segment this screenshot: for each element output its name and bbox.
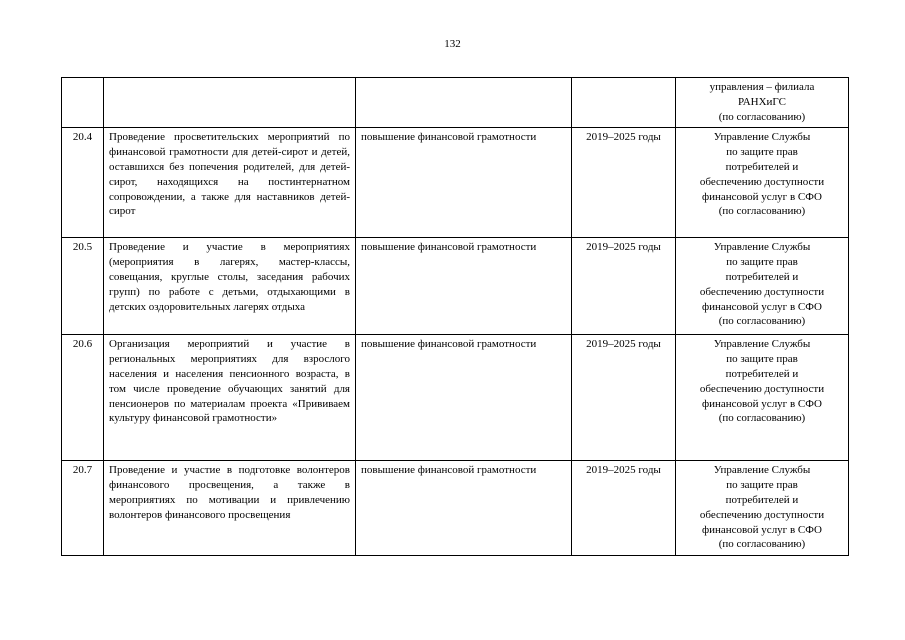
num-cell	[62, 78, 104, 128]
row-number: 20.7	[62, 461, 104, 556]
responsible-line: (по согласованию)	[718, 315, 806, 328]
responsible-line: финансовой услуг в СФО	[702, 523, 822, 536]
table-row-continuation	[62, 78, 849, 128]
table-row-20-7	[62, 461, 849, 556]
event-description: Проведение и участие в подготовке волонтеров финансового просвещения, а также в мероприятиях по мотивации и привлечению волонтеров финансового просвещения	[104, 461, 356, 556]
responsible-line: потребителей и	[725, 367, 799, 380]
period-text: 2019–2025 годы	[572, 238, 676, 335]
responsible-line: Управление Службы	[713, 338, 811, 351]
goal-text: повышение финансовой грамотности	[356, 335, 572, 461]
goal-text: повышение финансовой грамотности	[356, 128, 572, 238]
responsible-line: по защите прав	[726, 353, 798, 366]
responsible-line: финансовой услуг в СФО	[702, 300, 822, 313]
responsible-line: по защите прав	[726, 479, 798, 492]
responsible-line: потребителей и	[725, 270, 799, 283]
responsible-cell	[676, 238, 849, 335]
period-text: 2019–2025 годы	[572, 335, 676, 461]
goal-text: повышение финансовой грамотности	[356, 461, 572, 556]
responsible-line: по защите прав	[726, 256, 798, 269]
responsible-cell	[676, 461, 849, 556]
responsible-line: по защите прав	[726, 146, 798, 159]
event-cell	[104, 78, 356, 128]
activities-table	[61, 77, 849, 556]
row-number: 20.4	[62, 128, 104, 238]
responsible-cell	[676, 335, 849, 461]
responsible-line: (по согласованию)	[718, 412, 806, 425]
responsible-line: обеспечению доступности	[699, 508, 825, 521]
responsible-line: потребителей и	[725, 493, 799, 506]
event-description: Проведение просветительских мероприятий по финансовой грамотности для детей-сирот и детей, оставшихся без попечения родителей, для детей-сирот, находящихся на постинтернатном сопровождении, а также для наставников детей-сирот	[104, 128, 356, 238]
responsible-line: обеспечению доступности	[699, 382, 825, 395]
responsible-line: (по согласованию)	[718, 110, 806, 123]
table-row-20-5	[62, 238, 849, 335]
responsible-line: (по согласованию)	[718, 538, 806, 551]
responsible-line: Управление Службы	[713, 464, 811, 477]
responsible-line: Управление Службы	[713, 241, 811, 254]
responsible-line: финансовой услуг в СФО	[702, 190, 822, 203]
page-number: 132	[444, 38, 461, 50]
goal-text: повышение финансовой грамотности	[356, 238, 572, 335]
responsible-line: финансовой услуг в СФО	[702, 397, 822, 410]
responsible-line: Управление Службы	[713, 131, 811, 144]
row-number: 20.5	[62, 238, 104, 335]
responsible-cell	[676, 78, 849, 128]
responsible-line: обеспечению доступности	[699, 175, 825, 188]
event-description: Проведение и участие в мероприятиях (мероприятия в лагерях, мастер-классы, совещания, круглые столы, заседания рабочих групп) по работе с детьми, отдыхающими в детских оздоровительных лагерях отдыха	[104, 238, 356, 335]
period-text: 2019–2025 годы	[572, 461, 676, 556]
responsible-line: РАНХиГС	[738, 95, 786, 108]
period-text: 2019–2025 годы	[572, 128, 676, 238]
event-description: Организация мероприятий и участие в региональных мероприятиях для взрослого населения и населения пенсионного возраста, в том числе проведение обучающих занятий для пенсионеров по материалам проекта «Прививаем культуру финансовой грамотности»	[104, 335, 356, 461]
responsible-line: (по согласованию)	[718, 205, 806, 218]
table-row-20-4	[62, 128, 849, 238]
responsible-line: потребителей и	[725, 160, 799, 173]
responsible-line: управления – филиала	[709, 81, 815, 93]
responsible-cell	[676, 128, 849, 238]
responsible-line: обеспечению доступности	[699, 285, 825, 298]
goal-cell	[356, 78, 572, 128]
period-cell	[572, 78, 676, 128]
row-number: 20.6	[62, 335, 104, 461]
table-row-20-6	[62, 335, 849, 461]
